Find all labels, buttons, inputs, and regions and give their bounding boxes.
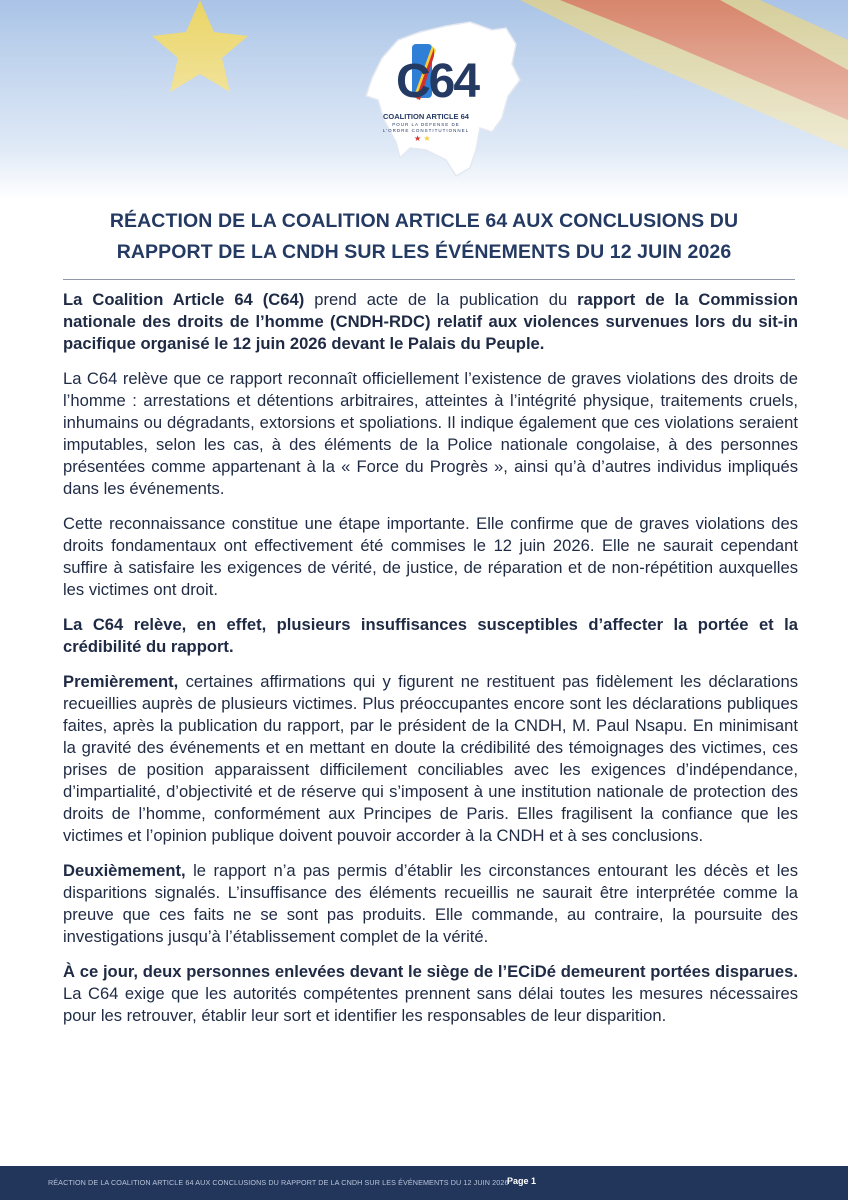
paragraph-4	[63, 614, 798, 658]
paragraph-1-text-1: prend acte de la publication du	[304, 290, 578, 309]
logo-line2: POUR LA DÉFENSE DE	[392, 122, 460, 127]
title-divider	[63, 279, 795, 280]
paragraph-6-bold: Deuxièmement,	[63, 861, 186, 880]
paragraph-7-bold: À ce jour, deux personnes enlevées devant le siège de l’ECiDé demeurent portées disparues.	[63, 962, 798, 981]
paragraph-5-text: certaines affirmations qui y figurent ne restituent pas fidèlement les déclarations recueillies auprès de plusieurs victimes. Plus préoccupantes encore sont les déclarations publiques faites, après la publication du rapport, par le président de la CNDH, M. Paul Nsapu. En minimisant la gravité des événements et en mettant en doute la crédibilité des témoignages des victimes, ces prises de position apparaissent difficilement conciliables avec les exigences d’indépendance, d’impartialité, d’objectivité et de réserve qui s’imposent à une institution nationale de protection des droits de l’homme, conformément aux Principes de Paris. Elles fragilisent la confiance que les victimes et l’opinion publique doivent pouvoir accorder à la CNDH et à ses conclusions.	[63, 672, 798, 845]
logo-line1: COALITION ARTICLE 64	[383, 112, 469, 121]
paragraph-2: La C64 relève que ce rapport reconnaît officiellement l’existence de graves violations des droits de l’homme : arrestations et détentions arbitraires, atteintes à l’intégrité physique, traitements cruels, inhumains ou dégradants, extorsions et spoliations. Il indique également que ces violations seraient imputables, selon les cas, à des éléments de la Police nationale congolaise, à des personnes présentées comme appartenant à la « Force du Progrès », ainsi qu’à d’autres individus impliqués dans les événements.	[63, 369, 798, 498]
paragraph-5-bold: Premièrement,	[63, 672, 179, 691]
document-body	[63, 289, 798, 1040]
paragraph-1-bold-1: La Coalition Article 64 (C64)	[63, 290, 305, 309]
logo-mark: C64	[396, 55, 479, 108]
paragraph-4-bold: La C64 relève, en effet, plusieurs insuffisances susceptibles d’affecter la portée et la crédibilité du rapport.	[63, 615, 798, 656]
logo-stars: ★ ★	[414, 134, 431, 143]
footer-text: RÉACTION DE LA COALITION ARTICLE 64 AUX CONCLUSIONS DU RAPPORT DE LA CNDH SUR LES ÉVÉNEMENTS DU 12 JUIN 2026	[48, 1178, 509, 1187]
paragraph-7	[63, 961, 798, 1027]
paragraph-1	[63, 289, 798, 355]
paragraph-5	[63, 671, 798, 847]
paragraph-1-bold-2: rapport de la Commission nationale des droits de l’homme (CNDH-RDC) relatif aux violences survenues lors du sit-in pacifique organisé le 12 juin 2026 devant le Palais du Peuple.	[63, 290, 798, 353]
page-footer	[0, 1166, 848, 1200]
paragraph-7-text: La C64 exige que les autorités compétentes prennent sans délai toutes les mesures nécessaires pour les retrouver, établir leur sort et identifier les responsables de leur disparition.	[63, 984, 798, 1025]
header-banner	[0, 0, 848, 200]
paragraph-6-text: le rapport n’a pas permis d’établir les circonstances entourant les décès et les disparitions signalés. L’insuffisance des éléments recueillis ne saurait être interprétée comme la preuve que ces faits ne se sont pas produits. Elle commande, au contraire, la poursuite des investigations jusqu’à l’établissement complet de la vérité.	[63, 861, 798, 946]
paragraph-3: Cette reconnaissance constitue une étape importante. Elle confirme que de graves violations des droits fondamentaux ont effectivement été commises le 12 juin 2026. Elle ne saurait cependant suffire à satisfaire les exigences de vérité, de justice, de réparation et de non-répétition auxquelles les victimes ont droit.	[63, 514, 798, 599]
logo-line3: L'ORDRE CONSTITUTIONNEL	[382, 128, 470, 133]
paragraph-6	[63, 860, 798, 948]
page-number: Page 1	[507, 1176, 537, 1186]
title-line-2: RAPPORT DE LA CNDH SUR LES ÉVÉNEMENTS DU 12 JUIN 2026	[116, 241, 732, 263]
title-line-1: RÉACTION DE LA COALITION ARTICLE 64 AUX CONCLUSIONS DU	[109, 210, 739, 232]
page-title	[40, 206, 808, 268]
